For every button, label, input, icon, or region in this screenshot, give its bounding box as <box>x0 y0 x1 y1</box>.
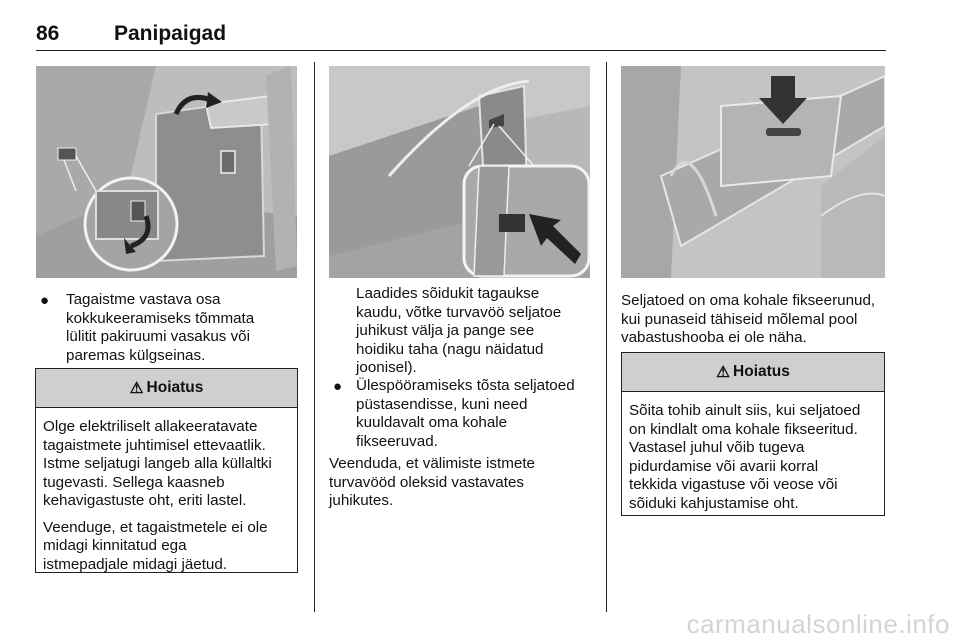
warning-paragraph <box>629 402 878 513</box>
section-title: Panipaigad <box>114 22 227 45</box>
warning-icon: ⚠ <box>716 363 731 381</box>
col2-continued-text <box>356 285 561 378</box>
illustration-release-lever <box>621 66 885 278</box>
col2-bullet-text <box>356 377 575 451</box>
warning-title: Hoiatus <box>146 379 204 396</box>
text-line: vabastushooba ei ole näha. <box>621 329 807 346</box>
illustration-belt-guide <box>329 66 590 278</box>
header-rule <box>36 50 886 51</box>
bullet-marker: ● <box>333 378 343 395</box>
column-divider <box>606 62 607 612</box>
warning-paragraph <box>43 519 291 575</box>
bullet-marker: ● <box>40 292 50 309</box>
warning-title: Hoiatus <box>733 363 790 380</box>
text-line: Veenduge, et tagaistmetele ei ole <box>43 518 268 536</box>
text-line: kehavigastuste oht, eriti lastel. <box>43 492 247 509</box>
text-line: Seljatoed on oma kohale fikseerunud, <box>621 292 876 309</box>
page-header <box>36 22 886 52</box>
warning-paragraph <box>43 418 291 511</box>
text-line: tugevasti. Sellega kaasneb <box>43 473 225 491</box>
text-line: juhikust välja ja pange see <box>356 322 535 339</box>
text-line: kokkukeeramiseks tõmmata <box>66 309 255 327</box>
col2-paragraph <box>329 455 535 511</box>
warning-body <box>36 408 297 574</box>
column-divider <box>314 62 315 612</box>
warning-header <box>36 369 297 408</box>
text-line: Veenduda, et välimiste istmete <box>329 455 535 472</box>
text-line: kui punaseid tähiseid mõlemal pool <box>621 310 858 328</box>
text-line: midagi kinnitatud ega <box>43 537 187 554</box>
col3-paragraph <box>621 292 875 348</box>
warning-body <box>622 392 884 513</box>
text-line: juhikutes. <box>329 492 394 509</box>
col1-bullet-text <box>66 291 254 365</box>
text-line: on kindlalt oma kohale fikseeritud. <box>629 420 858 438</box>
warning-header <box>622 353 884 392</box>
text-line: tagaistmete juhtimisel ettevaatlik. <box>43 436 266 454</box>
warning-box <box>621 352 885 516</box>
text-line: Ülespööramiseks tõsta seljatoed <box>356 377 575 394</box>
text-line: pidurdamise või avarii korral <box>629 457 819 475</box>
text-line: Tagaistme vastava osa <box>66 291 221 308</box>
text-line: paremas külgseinas. <box>66 346 206 364</box>
text-line: kuuldavalt oma kohale <box>356 414 508 431</box>
text-line: tekkida vigastuse või veose või <box>629 476 838 493</box>
text-line: Sõita tohib ainult siis, kui seljatoed <box>629 402 861 419</box>
text-line: fikseeruvad. <box>356 432 438 450</box>
text-line: Vastasel juhul võib tugeva <box>629 439 805 456</box>
warning-box <box>35 368 298 573</box>
page-number: 86 <box>36 22 60 45</box>
text-line: püstasendisse, kuni need <box>356 395 528 413</box>
text-line: Laadides sõidukit tagaukse <box>356 285 540 302</box>
text-line: turvavööd oleksid vastavates <box>329 473 525 491</box>
illustration-seat-switch <box>36 66 297 278</box>
text-line: joonisel). <box>356 359 417 376</box>
text-line: istmepadjale midagi jäetud. <box>43 555 228 573</box>
warning-icon: ⚠ <box>129 379 144 397</box>
watermark: carmanualsonline.info <box>686 609 950 639</box>
text-line: Olge elektriliselt allakeeratavate <box>43 418 258 435</box>
text-line: sõiduki kahjustamise oht. <box>629 494 799 512</box>
text-line: hoidiku taha (nagu näidatud <box>356 340 544 358</box>
text-line: Istme seljatugi langeb alla küllaltki <box>43 455 272 472</box>
text-line: lülitit pakiruumi vasakus või <box>66 328 251 345</box>
text-line: kaudu, võtke turvavöö seljatoe <box>356 303 562 321</box>
